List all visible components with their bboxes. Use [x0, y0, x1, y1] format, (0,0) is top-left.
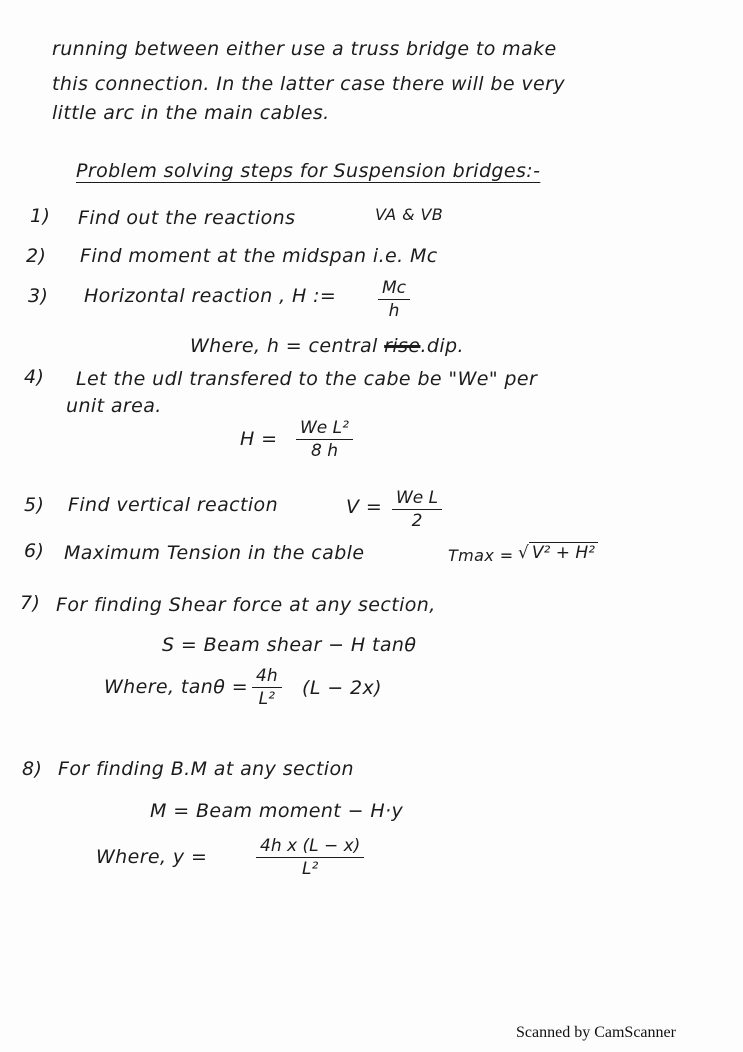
step-1-formula: VA & VB: [375, 205, 444, 224]
step-7-denominator: L²: [258, 689, 275, 709]
step-3-note-prefix: Where, h = central: [190, 335, 378, 357]
step-7-formula-2-lhs: Where, tanθ =: [104, 676, 249, 698]
step-8-number: 8): [22, 758, 43, 780]
step-5-numerator: We L: [392, 488, 442, 510]
step-3-denominator: h: [388, 301, 400, 321]
step-4-text-line-2: unit area.: [66, 395, 162, 417]
step-3-numerator: Mc: [378, 278, 410, 300]
section-heading: Problem solving steps for Suspension bridges:-: [76, 160, 541, 182]
step-7-fraction: [252, 666, 282, 709]
intro-line-3: little arc in the main cables.: [52, 102, 330, 124]
step-6-square-root: [518, 543, 598, 563]
step-3-number: 3): [28, 285, 49, 307]
step-5-fraction: [392, 488, 442, 531]
step-4-denominator: 8 h: [310, 441, 338, 461]
step-3-note: [190, 335, 464, 357]
step-3-text: Horizontal reaction , H :=: [84, 285, 337, 307]
step-7-formula-2-rhs: (L − 2x): [302, 677, 382, 699]
step-4-formula-lhs: H =: [240, 428, 278, 450]
step-3-fraction: [378, 278, 410, 321]
step-7-number: 7): [20, 592, 41, 614]
sqrt-icon: √: [518, 543, 529, 563]
step-8-denominator: L²: [302, 859, 319, 879]
step-5-text: Find vertical reaction: [68, 494, 279, 516]
step-2-number: 2): [26, 245, 47, 267]
step-8-formula-1: M = Beam moment − H·y: [150, 800, 404, 822]
step-4-number: 4): [24, 366, 45, 388]
step-4-numerator: We L²: [296, 418, 353, 440]
step-1-text: Find out the reactions: [78, 207, 296, 229]
step-7-text: For finding Shear force at any section,: [56, 594, 436, 616]
step-6-text: Maximum Tension in the cable: [64, 542, 365, 564]
camscanner-watermark: Scanned by CamScanner: [516, 1024, 676, 1041]
step-3-note-suffix: .dip.: [420, 335, 464, 357]
step-6-radicand: V² + H²: [529, 542, 598, 563]
step-8-text: For finding B.M at any section: [58, 758, 354, 780]
step-7-formula-1: S = Beam shear − H tanθ: [162, 634, 417, 656]
step-5-number: 5): [24, 494, 45, 516]
step-5-formula-lhs: V =: [346, 496, 383, 518]
step-8-fraction: [256, 836, 364, 879]
step-6-number: 6): [24, 540, 45, 562]
step-2-text: Find moment at the midspan i.e. Mc: [80, 245, 438, 267]
intro-line-1: running between either use a truss bridge to make: [52, 38, 557, 60]
step-7-numerator: 4h: [252, 666, 282, 688]
step-8-numerator: 4h x (L − x): [256, 836, 364, 858]
step-4-fraction: [296, 418, 353, 461]
step-8-formula-2-lhs: Where, y =: [96, 846, 208, 868]
step-1-number: 1): [30, 205, 51, 227]
step-3-note-struck: rise: [384, 335, 421, 357]
step-6-formula-lhs: Tmax =: [448, 546, 514, 565]
step-4-text-line-1: Let the udl transfered to the cabe be "We" per: [76, 368, 538, 390]
intro-line-2: this connection. In the latter case there will be very: [52, 73, 565, 95]
step-5-denominator: 2: [411, 511, 423, 531]
